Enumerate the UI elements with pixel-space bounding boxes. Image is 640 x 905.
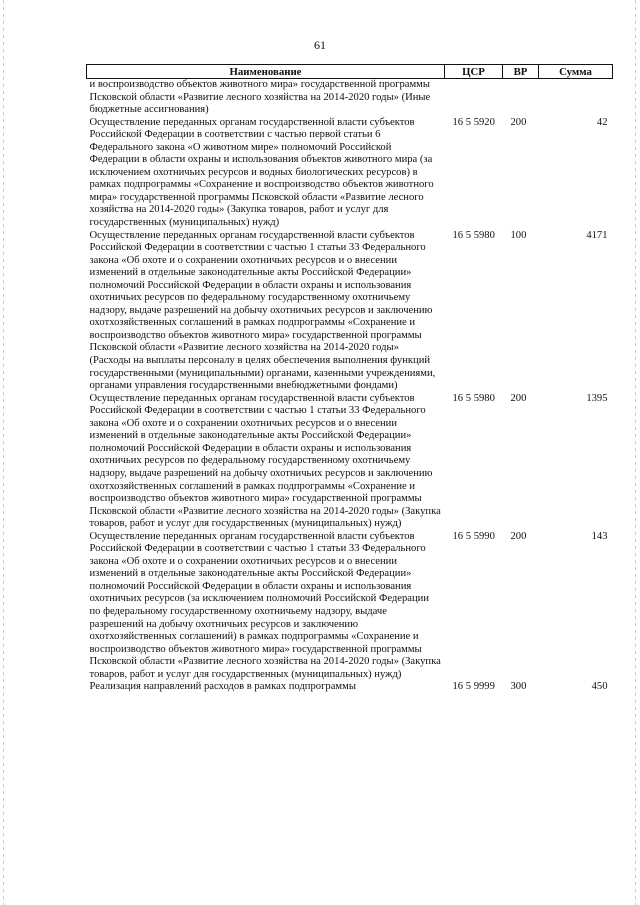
- row-vr: 100: [510, 229, 527, 241]
- scan-edge-left: [3, 0, 4, 905]
- row-sum: 1395: [586, 392, 608, 404]
- row-csr: 16 5 5980: [452, 392, 495, 404]
- header-csr: ЦСР: [445, 65, 503, 79]
- table-row: [87, 681, 613, 694]
- row-csr: 16 5 5990: [452, 530, 495, 542]
- page-number: 61: [314, 38, 326, 52]
- row-vr: 300: [510, 681, 527, 693]
- row-name: Осуществление переданных органам государственной власти субъектов Российской Федерации в соответствии с частью первой статьи 6 Федерального закона «О животном мире» полномочий Российской Федерации в области охраны и использования объектов животного мира (за исключением охотничьих ресурсов и водных биологических ресурсов) в рамках подпрограммы «Сохранение и воспроизводство объектов животного мира» государственной программы Псковской области «Развитие лесного хозяйства на 2014-2020 годы» (Закупка товаров, работ и услуг для государственных (муниципальных) нужд): [89, 116, 434, 229]
- row-csr: 16 5 5920: [452, 116, 495, 128]
- header-name: Наименование: [87, 65, 445, 79]
- row-csr: [445, 79, 503, 117]
- table-row: [87, 79, 613, 117]
- row-sum: [539, 79, 613, 117]
- row-name: Осуществление переданных органам государственной власти субъектов Российской Федерации в соответствии с частью 1 статьи 33 Федерального закона «Об охоте и о сохранении охотничьих ресурсов и о внесении изменений в отдельные законодательные акты Российской Федерации» полномочий Российской Федерации в области охраны и использования охотничьих ресурсов по федеральному государственному охотничьему надзору, выдаче разрешений на добычу охотничьих ресурсов и заключению охотхозяйственных соглашений в рамках подпрограммы «Сохранение и воспроизводство объектов животного мира» государственной программы Псковской области «Развитие лесного хозяйства на 2014-2020 годы» (Закупка товаров, работ и услуг для государственных (муниципальных) нужд): [89, 392, 441, 530]
- row-sum: 143: [591, 530, 608, 542]
- table-body: [87, 79, 613, 694]
- header-vr: ВР: [503, 65, 539, 79]
- row-name: Осуществление переданных органам государственной власти субъектов Российской Федерации в соответствии с частью 1 статьи 33 Федерального закона «Об охоте и о сохранении охотничьих ресурсов и о внесении изменений в отдельные законодательные акты Российской Федерации» полномочий Российской Федерации в области охраны и использования охотничьих ресурсов по федеральному государственному охотничьему надзору, выдаче разрешений на добычу охотничьих ресурсов и заключению охотхозяйственных соглашений в рамках подпрограммы «Сохранение и воспроизводство объектов животного мира» государственной программы Псковской области «Развитие лесного хозяйства на 2014-2020 годы» (Расходы на выплаты персоналу в целях обеспечения выполнения функций государственными (муниципальными) органами, казенными учреждениями, органами управления государственными внебюджетными фондами): [89, 229, 436, 392]
- header-sum: Сумма: [539, 65, 613, 79]
- row-sum: 4171: [586, 229, 608, 241]
- table-row: [87, 230, 613, 393]
- row-vr: 200: [510, 116, 527, 128]
- table-header: [87, 65, 613, 79]
- table-row: [87, 531, 613, 682]
- row-name: и воспроизводство объектов животного мира» государственной программы Псковской области «Развитие лесного хозяйства на 2014-2020 годы» (Иные бюджетные ассигнования): [89, 79, 431, 116]
- scan-edge-right: [635, 0, 636, 905]
- table-row: [87, 393, 613, 531]
- row-name: Осуществление переданных органам государственной власти субъектов Российской Федерации в соответствии с частью 1 статьи 33 Федерального закона «Об охоте и о сохранении охотничьих ресурсов и о внесении изменений в отдельные законодательные акты Российской Федерации» полномочий Российской Федерации в области охраны и использования охотничьих ресурсов (за исключением полномочий Российской Федерации по федеральному государственному охотничьему надзору, выдаче разрешений на добычу охотничьих ресурсов и заключению охотхозяйственных соглашений) в рамках подпрограммы «Сохранение и воспроизводство объектов животного мира» государственной программы Псковской области «Развитие лесного хозяйства на 2014-2020 годы» (Закупка товаров, работ и услуг для государственных (муниципальных) нужд): [89, 530, 441, 680]
- row-sum: 450: [591, 681, 608, 693]
- budget-table: [86, 64, 613, 694]
- row-name: Реализация направлений расходов в рамках подпрограммы: [89, 681, 356, 693]
- row-vr: 200: [510, 530, 527, 542]
- row-vr: [503, 79, 539, 117]
- row-sum: 42: [596, 116, 608, 128]
- table-row: [87, 117, 613, 230]
- row-csr: 16 5 9999: [452, 681, 495, 693]
- row-vr: 200: [510, 392, 527, 404]
- table-header-row: [87, 65, 613, 79]
- row-csr: 16 5 5980: [452, 229, 495, 241]
